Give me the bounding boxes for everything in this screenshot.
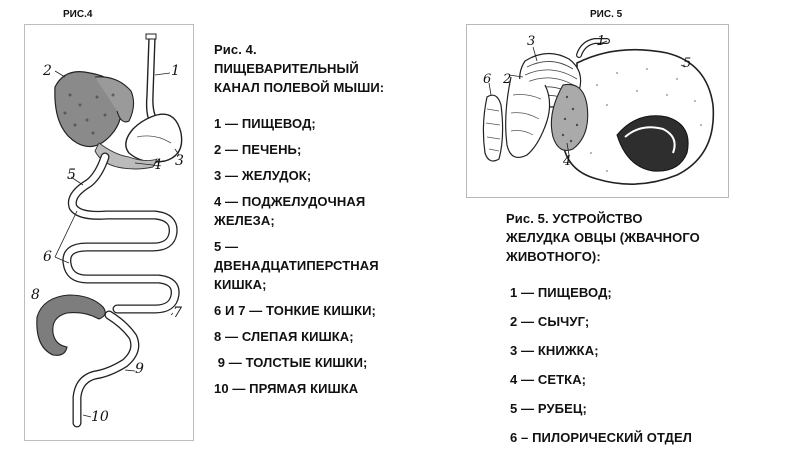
fig4-num-4: 4	[153, 157, 162, 173]
fig4-legend-item: 3 — ЖЕЛУДОК;	[214, 168, 312, 183]
fig4-legend-item: 6 И 7 — ТОНКИЕ КИШКИ;	[214, 303, 376, 318]
fig5-label: РИС. 5	[590, 9, 623, 20]
fig4-num-8: 8	[31, 287, 40, 303]
fig5-num-6: 6	[483, 72, 492, 87]
fig4-title-line: КАНАЛ ПОЛЕВОЙ МЫШИ:	[214, 80, 385, 95]
fig4-drawing	[24, 24, 194, 441]
fig4-num-1: 1	[171, 63, 180, 79]
fig4-num-5: 5	[67, 167, 76, 183]
fig5-legend-item: 5 — РУБЕЦ;	[510, 401, 587, 416]
fig5-legend-item: 4 — СЕТКА;	[510, 372, 587, 387]
fig4-legend-item: 1 — ПИЩЕВОД;	[214, 116, 316, 131]
fig5-title-line: ЖЕЛУДКА ОВЦЫ (ЖВАЧНОГО	[506, 230, 700, 245]
fig4-legend-item: 5 —	[214, 239, 239, 254]
fig4-num-2: 2	[43, 63, 52, 79]
fig4-legend-item: 9 — ТОЛСТЫЕ КИШКИ;	[214, 355, 368, 370]
fig4-legend-item: 2 — ПЕЧЕНЬ;	[214, 142, 302, 157]
fig5-num-1: 1	[597, 34, 606, 49]
fig4-legend	[214, 114, 434, 398]
fig5-legend-item: 6 – ПИЛОРИЧЕСКИЙ ОТДЕЛ	[510, 430, 693, 445]
fig4-title-line: Рис. 4.	[214, 42, 257, 57]
sheep-stomach-illustration	[467, 25, 728, 197]
fig5-legend-item: 2 — СЫЧУГ;	[510, 314, 590, 329]
fig4-num-10: 10	[91, 409, 109, 425]
fig4-legend-item-cont: КИШКА;	[214, 277, 267, 292]
fig5-num-4: 4	[563, 154, 572, 169]
mouse-digestive-tract-illustration	[25, 25, 193, 440]
fig5-drawing	[466, 24, 729, 198]
fig4-legend-item: 8 — СЛЕПАЯ КИШКА;	[214, 329, 354, 344]
fig5-num-2: 2	[503, 72, 512, 87]
fig4-label: РИС.4	[63, 9, 93, 20]
fig4-legend-item-cont: ДВЕНАДЦАТИПЕРСТНАЯ	[214, 258, 379, 273]
fig4-num-3: 3	[175, 153, 184, 169]
fig5-title-line: ЖИВОТНОГО):	[506, 249, 601, 264]
fig4-num-9: 9	[135, 361, 144, 377]
fig4-legend-item: 10 — ПРЯМАЯ КИШКА	[214, 381, 359, 396]
fig4-num-6: 6	[43, 249, 52, 265]
fig5-caption	[506, 209, 786, 266]
fig5-legend-item: 1 — ПИЩЕВОД;	[510, 285, 612, 300]
fig4-num-7: 7	[173, 305, 182, 321]
fig5-num-5: 5	[683, 56, 692, 71]
fig4-legend-item-cont: ЖЕЛЕЗА;	[214, 213, 275, 228]
fig4-caption	[214, 40, 434, 97]
fig5-legend	[510, 283, 790, 447]
fig4-title-line: ПИЩЕВАРИТЕЛЬНЫЙ	[214, 61, 359, 76]
fig5-num-3: 3	[527, 34, 536, 49]
fig5-title-line: Рис. 5. УСТРОЙСТВО	[506, 211, 643, 226]
fig5-legend-item: 3 — КНИЖКА;	[510, 343, 599, 358]
fig4-legend-item: 4 — ПОДЖЕЛУДОЧНАЯ	[214, 194, 366, 209]
